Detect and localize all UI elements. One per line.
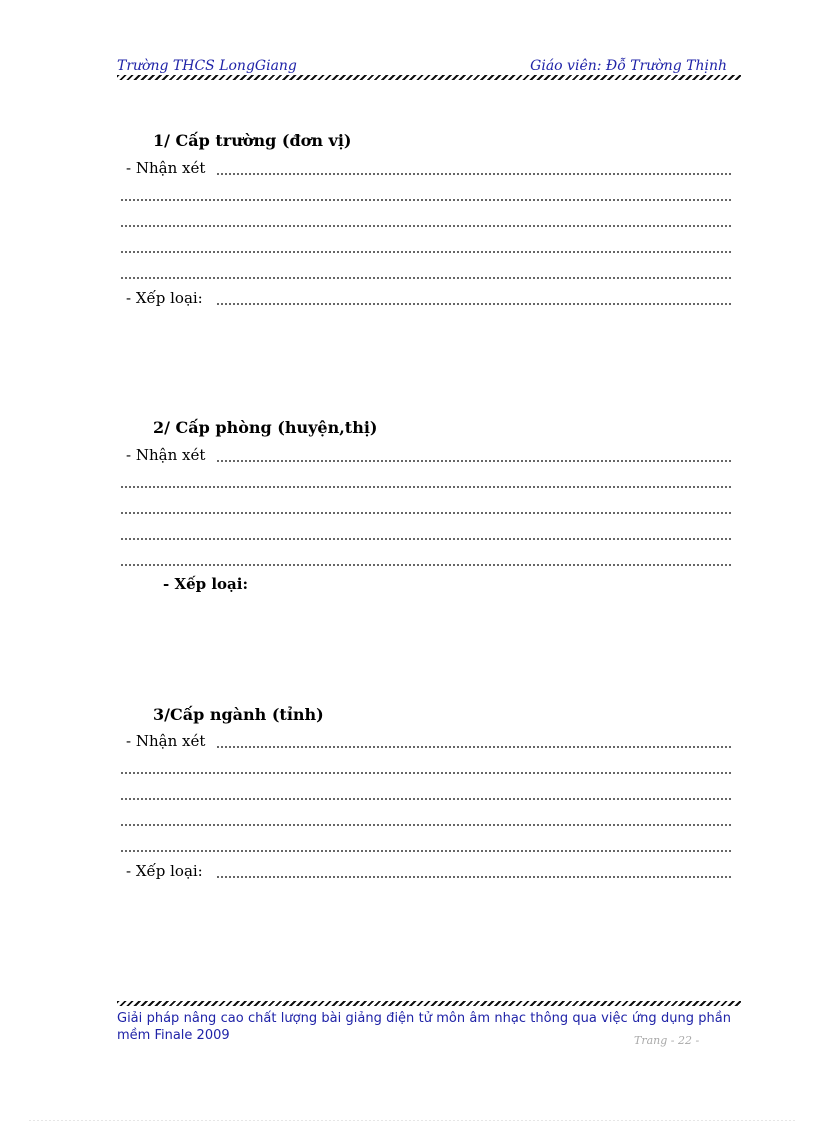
section-3-grade-line	[120, 861, 733, 881]
section-1-blank-line	[120, 262, 733, 282]
dotted-fill	[120, 486, 733, 488]
section-3-blank-line	[120, 809, 733, 829]
dotted-fill	[120, 538, 733, 540]
dotted-fill	[216, 173, 733, 175]
section-3-comment-label: - Nhận xét	[126, 732, 206, 750]
dotted-fill	[216, 303, 733, 305]
header-divider	[117, 75, 741, 80]
section-1-grade-line	[120, 288, 733, 308]
section-1-comment-line	[120, 158, 733, 178]
page-bottom-border	[28, 1120, 796, 1121]
section-3-comment-line	[120, 731, 733, 751]
page-number: Trang - 22 -	[634, 1034, 700, 1047]
section-2-blank-line	[120, 471, 733, 491]
dotted-fill	[120, 251, 733, 253]
dotted-fill	[120, 225, 733, 227]
section-3-blank-line	[120, 757, 733, 777]
dotted-fill	[216, 460, 733, 462]
section-1-grade-label: - Xếp loại:	[126, 289, 203, 307]
dotted-fill	[120, 199, 733, 201]
header-school: Trường THCS LongGiang	[117, 58, 297, 74]
header-teacher: Giáo viên: Đỗ Trường Thịnh	[530, 58, 727, 74]
section-1-comment-label: - Nhận xét	[126, 159, 206, 177]
section-1-title: 1/ Cấp trường (đơn vị)	[153, 131, 352, 150]
section-3-blank-line	[120, 783, 733, 803]
section-3-title: 3/Cấp ngành (tỉnh)	[153, 705, 324, 724]
footer-text: Giải pháp nâng cao chất lượng bài giảng điện tử môn âm nhạc thông qua việc ứng dụng phần mềm Finale 2009	[117, 1011, 731, 1043]
section-1-blank-line	[120, 184, 733, 204]
section-2-blank-line	[120, 523, 733, 543]
dotted-fill	[216, 746, 733, 748]
dotted-fill	[120, 850, 733, 852]
dotted-fill	[120, 772, 733, 774]
section-2-title: 2/ Cấp phòng (huyện,thị)	[153, 418, 378, 437]
dotted-fill	[120, 798, 733, 800]
section-2-grade-label: - Xếp loại:	[163, 575, 248, 593]
section-1-blank-line	[120, 210, 733, 230]
dotted-fill	[120, 824, 733, 826]
section-3-blank-line	[120, 835, 733, 855]
section-2-comment-label: - Nhận xét	[126, 446, 206, 464]
section-1-blank-line	[120, 236, 733, 256]
section-2-blank-line	[120, 549, 733, 569]
dotted-fill	[120, 277, 733, 279]
dotted-fill	[120, 512, 733, 514]
dotted-fill	[120, 564, 733, 566]
section-2-blank-line	[120, 497, 733, 517]
footer-divider	[117, 1001, 741, 1006]
section-3-grade-label: - Xếp loại:	[126, 862, 203, 880]
dotted-fill	[216, 876, 733, 878]
section-2-comment-line	[120, 445, 733, 465]
